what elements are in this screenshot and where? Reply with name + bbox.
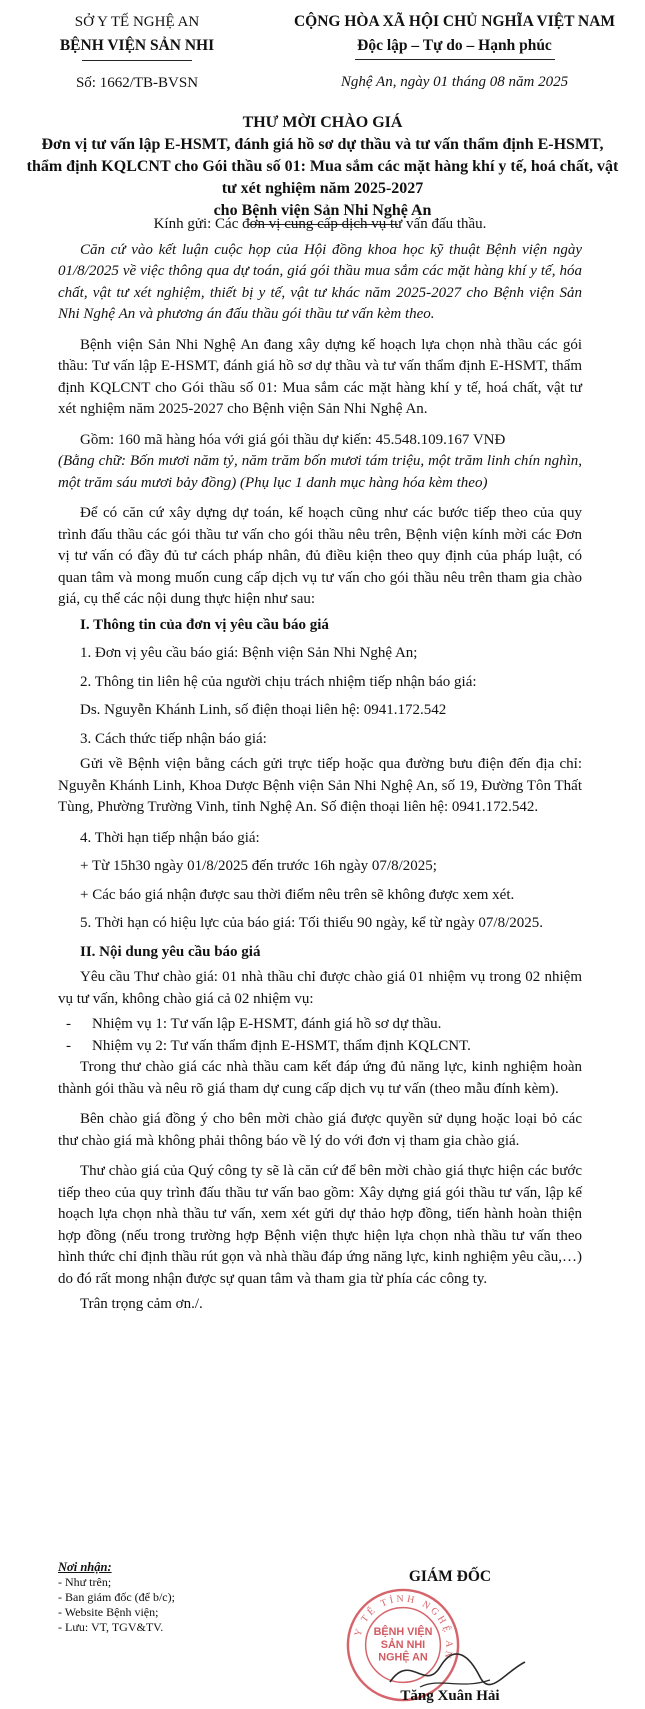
dash-marker: - bbox=[66, 1016, 71, 1032]
requester-unit: 1. Đơn vị yêu cầu báo giá: Bệnh viện Sản Nhi Nghệ An; bbox=[80, 645, 418, 661]
late-quote-note: + Các báo giá nhận được sau thời điểm nêu trên sẽ không được xem xét. bbox=[80, 886, 515, 903]
recipients-list bbox=[58, 1560, 308, 1635]
place-date: Nghệ An, ngày 01 tháng 08 năm 2025 bbox=[340, 74, 569, 90]
title-beneficiary: cho Bệnh viện Sản Nhi Nghệ An bbox=[213, 202, 432, 219]
rights-paragraph: Bên chào giá đồng ý cho bên mời chào giá được quyền sử dụng hoặc loại bỏ các thư chào giá mà không phải thông báo về lý do với đơn vị tham gia chào giá. bbox=[58, 1111, 582, 1149]
country-name: CỘNG HÒA XÃ HỘI CHỦ NGHĨA VIỆT NAM bbox=[293, 13, 616, 30]
recipient-item: - Website Bệnh viện; bbox=[58, 1605, 159, 1619]
svg-text:SẢN NHI: SẢN NHI bbox=[380, 1638, 426, 1651]
motto-underline bbox=[355, 59, 555, 60]
deadline-window: + Từ 15h30 ngày 01/8/2025 đến trước 16h ngày 07/8/2025; bbox=[80, 858, 437, 874]
contact-heading: 2. Thông tin liên hệ của người chịu trách nhiệm tiếp nhận báo giá: bbox=[80, 673, 477, 690]
section-heading-requirements: II. Nội dung yêu cầu báo giá bbox=[80, 943, 261, 960]
document-number: Số: 1662/TB-BVSN bbox=[75, 75, 199, 91]
invitation-paragraph: Để có căn cứ xây dựng dự toán, kế hoạch cũng như các bước tiếp theo của quy trình đấu thầu các gói thầu tư vấn cho gói thầu nêu trên, Bệnh viện kính mời các Đơn vị tư vấn có đầy đủ tư cách pháp nhân, đủ điều kiện theo quy định của pháp luật, có quan tâm và mong muốn cung cấp dịch vụ tư vấn cho gói thầu nêu trên tham gia chào giá, cụ thể các nội dung thực hiện như sau: bbox=[58, 505, 582, 607]
svg-text:BỆNH VIỆN: BỆNH VIỆN bbox=[373, 1626, 433, 1639]
intro-paragraph: Bệnh viện Sản Nhi Nghệ An đang xây dựng kế hoạch lựa chọn nhà thầu các gói thầu: Tư vấn lập E-HSMT, đánh giá hồ sơ dự thầu và tư vấn thẩm định E-HSMT, thẩm định KQLCNT cho Gói thầu số 01: Mua sắm các mặt hàng khí y tế, hoá chất, vật tư xét nghiệm năm 2025-2027 cho Bệnh viện Sản Nhi Nghệ An. bbox=[58, 336, 582, 417]
contact-person: Ds. Nguyễn Khánh Linh, số điện thoại liên hệ: 0941.172.542 bbox=[80, 702, 447, 718]
hospital-underline bbox=[82, 60, 192, 61]
quote-validity: 5. Thời hạn có hiệu lực của báo giá: Tối thiểu 90 ngày, kể từ ngày 07/8/2025. bbox=[80, 915, 543, 931]
deadline-heading: 4. Thời hạn tiếp nhận báo giá: bbox=[80, 829, 260, 846]
recipient-item: - Ban giám đốc (để b/c); bbox=[58, 1590, 175, 1604]
title-subject: Đơn vị tư vấn lập E-HSMT, đánh giá hồ sơ dự thầu và tư vấn thẩm định E-HSMT, thẩm định KQLCNT cho Gói thầu số 01: Mua sắm các mặt hàng khí y tế, hoá chất, vật tư xét nghiệm năm 2025-2027 bbox=[26, 136, 619, 197]
document-title bbox=[10, 112, 635, 225]
closing-line: Trân trọng cảm ơn./. bbox=[80, 1296, 203, 1312]
svg-text:NGHỆ AN: NGHỆ AN bbox=[378, 1651, 428, 1664]
recipient-line: Kính gửi: Các đơn vị cung cấp dịch vụ tư vấn đấu thầu. bbox=[153, 216, 487, 232]
basis-paragraph: Căn cứ vào kết luận cuộc họp của Hội đồng khoa học kỹ thuật Bệnh viện ngày 01/8/2025 về việc thông qua dự toán, giá gói thầu mua sắm các mặt hàng khí y tế, hóa chất, vật tư xét nghiệm, thiết bị y tế, vật tư khác năm 2025-2027 cho Bệnh viện Sản Nhi Nghệ An và phương án đấu thầu gói thầu tư vấn kèm theo. bbox=[58, 241, 582, 322]
header-right bbox=[272, 10, 637, 94]
submission-address: Gửi về Bệnh viện bằng cách gửi trực tiếp hoặc qua đường bưu điện đến địa chỉ: Nguyễn Khánh Linh, Khoa Dược Bệnh viện Sản Nhi Nghệ An, số 19, Đường Tôn Thất Tùng, Phường Trường Vinh, tỉnh Nghệ An. Số điện thoại liên hệ: 0941.172.542. bbox=[58, 756, 582, 815]
ministry-name: SỞ Y TẾ NGHỆ AN bbox=[74, 14, 200, 30]
national-motto: Độc lập – Tự do – Hạnh phúc bbox=[357, 37, 552, 54]
title-main: THƯ MỜI CHÀO GIÁ bbox=[242, 114, 403, 131]
signer-name: Tăng Xuân Hải bbox=[400, 1688, 500, 1704]
recipient-item: - Như trên; bbox=[58, 1575, 112, 1589]
signature-block bbox=[0, 1560, 645, 1709]
hospital-name: BỆNH VIỆN SẢN NHI bbox=[59, 37, 215, 54]
task-item-1 bbox=[58, 1014, 582, 1036]
section-heading-requester: I. Thông tin của đơn vị yêu cầu báo giá bbox=[80, 616, 329, 633]
task-item-2 bbox=[58, 1036, 582, 1058]
svg-text:Y TẾ TỈNH NGHỆ AN: Y TẾ TỈNH NGHỆ AN bbox=[352, 1593, 455, 1663]
director-title: GIÁM ĐỐC bbox=[408, 1568, 492, 1585]
requirement-intro: Yêu cầu Thư chào giá: 01 nhà thầu chỉ được chào giá 01 nhiệm vụ trong 02 nhiệm vụ tư vấn, không chào giá cả 02 nhiệm vụ: bbox=[58, 969, 582, 1007]
task-1-text: Nhiệm vụ 1: Tư vấn lập E-HSMT, đánh giá hồ sơ dự thầu. bbox=[92, 1016, 442, 1032]
submission-method-heading: 3. Cách thức tiếp nhận báo giá: bbox=[80, 730, 267, 747]
dash-marker: - bbox=[66, 1037, 71, 1054]
header-left bbox=[22, 10, 252, 95]
purpose-paragraph: Thư chào giá của Quý công ty sẽ là căn cứ để bên mời chào giá thực hiện các bước tiếp theo của quy trình đấu thầu tư vấn bao gồm: Xây dựng giá gói thầu tư vấn, lập kế hoạch lựa chọn nhà thầu tư vấn, xem xét gửi dự thảo hợp đồng, tiến hành hoàn thiện hợp đồng (nếu trong trường hợp Bệnh viện thực hiện lựa chọn nhà thầu tư vấn theo hình thức chỉ định thầu rút gọn và nhà thầu đáp ứng năng lực, kinh nghiệm yêu cầu,…) do đó rất mong nhận được sự quan tâm và tham gia từ phía các công ty. bbox=[58, 1163, 582, 1287]
recipient-item: - Lưu: VT, TGV&TV. bbox=[58, 1620, 164, 1634]
recipients-heading: Nơi nhận: bbox=[58, 1560, 112, 1574]
package-value-in-words: (Bằng chữ: Bốn mươi năm tỷ, năm trăm bốn mươi tám triệu, một trăm linh chín nghìn, một trăm sáu mươi bảy đồng) (Phụ lục 1 danh mục hàng hóa kèm theo) bbox=[58, 453, 582, 491]
task-2-text: Nhiệm vụ 2: Tư vấn thẩm định E-HSMT, thẩm định KQLCNT. bbox=[92, 1037, 471, 1054]
document-body bbox=[58, 214, 582, 1316]
package-value: Gồm: 160 mã hàng hóa với giá gói thầu dự kiến: 45.548.109.167 VNĐ bbox=[80, 431, 506, 448]
commitment-paragraph: Trong thư chào giá các nhà thầu cam kết đáp ứng đủ năng lực, kinh nghiệm hoàn thành gói thầu và nêu rõ giá tham dự cung cấp dịch vụ tư vấn (theo mẫu đính kèm). bbox=[58, 1059, 582, 1097]
